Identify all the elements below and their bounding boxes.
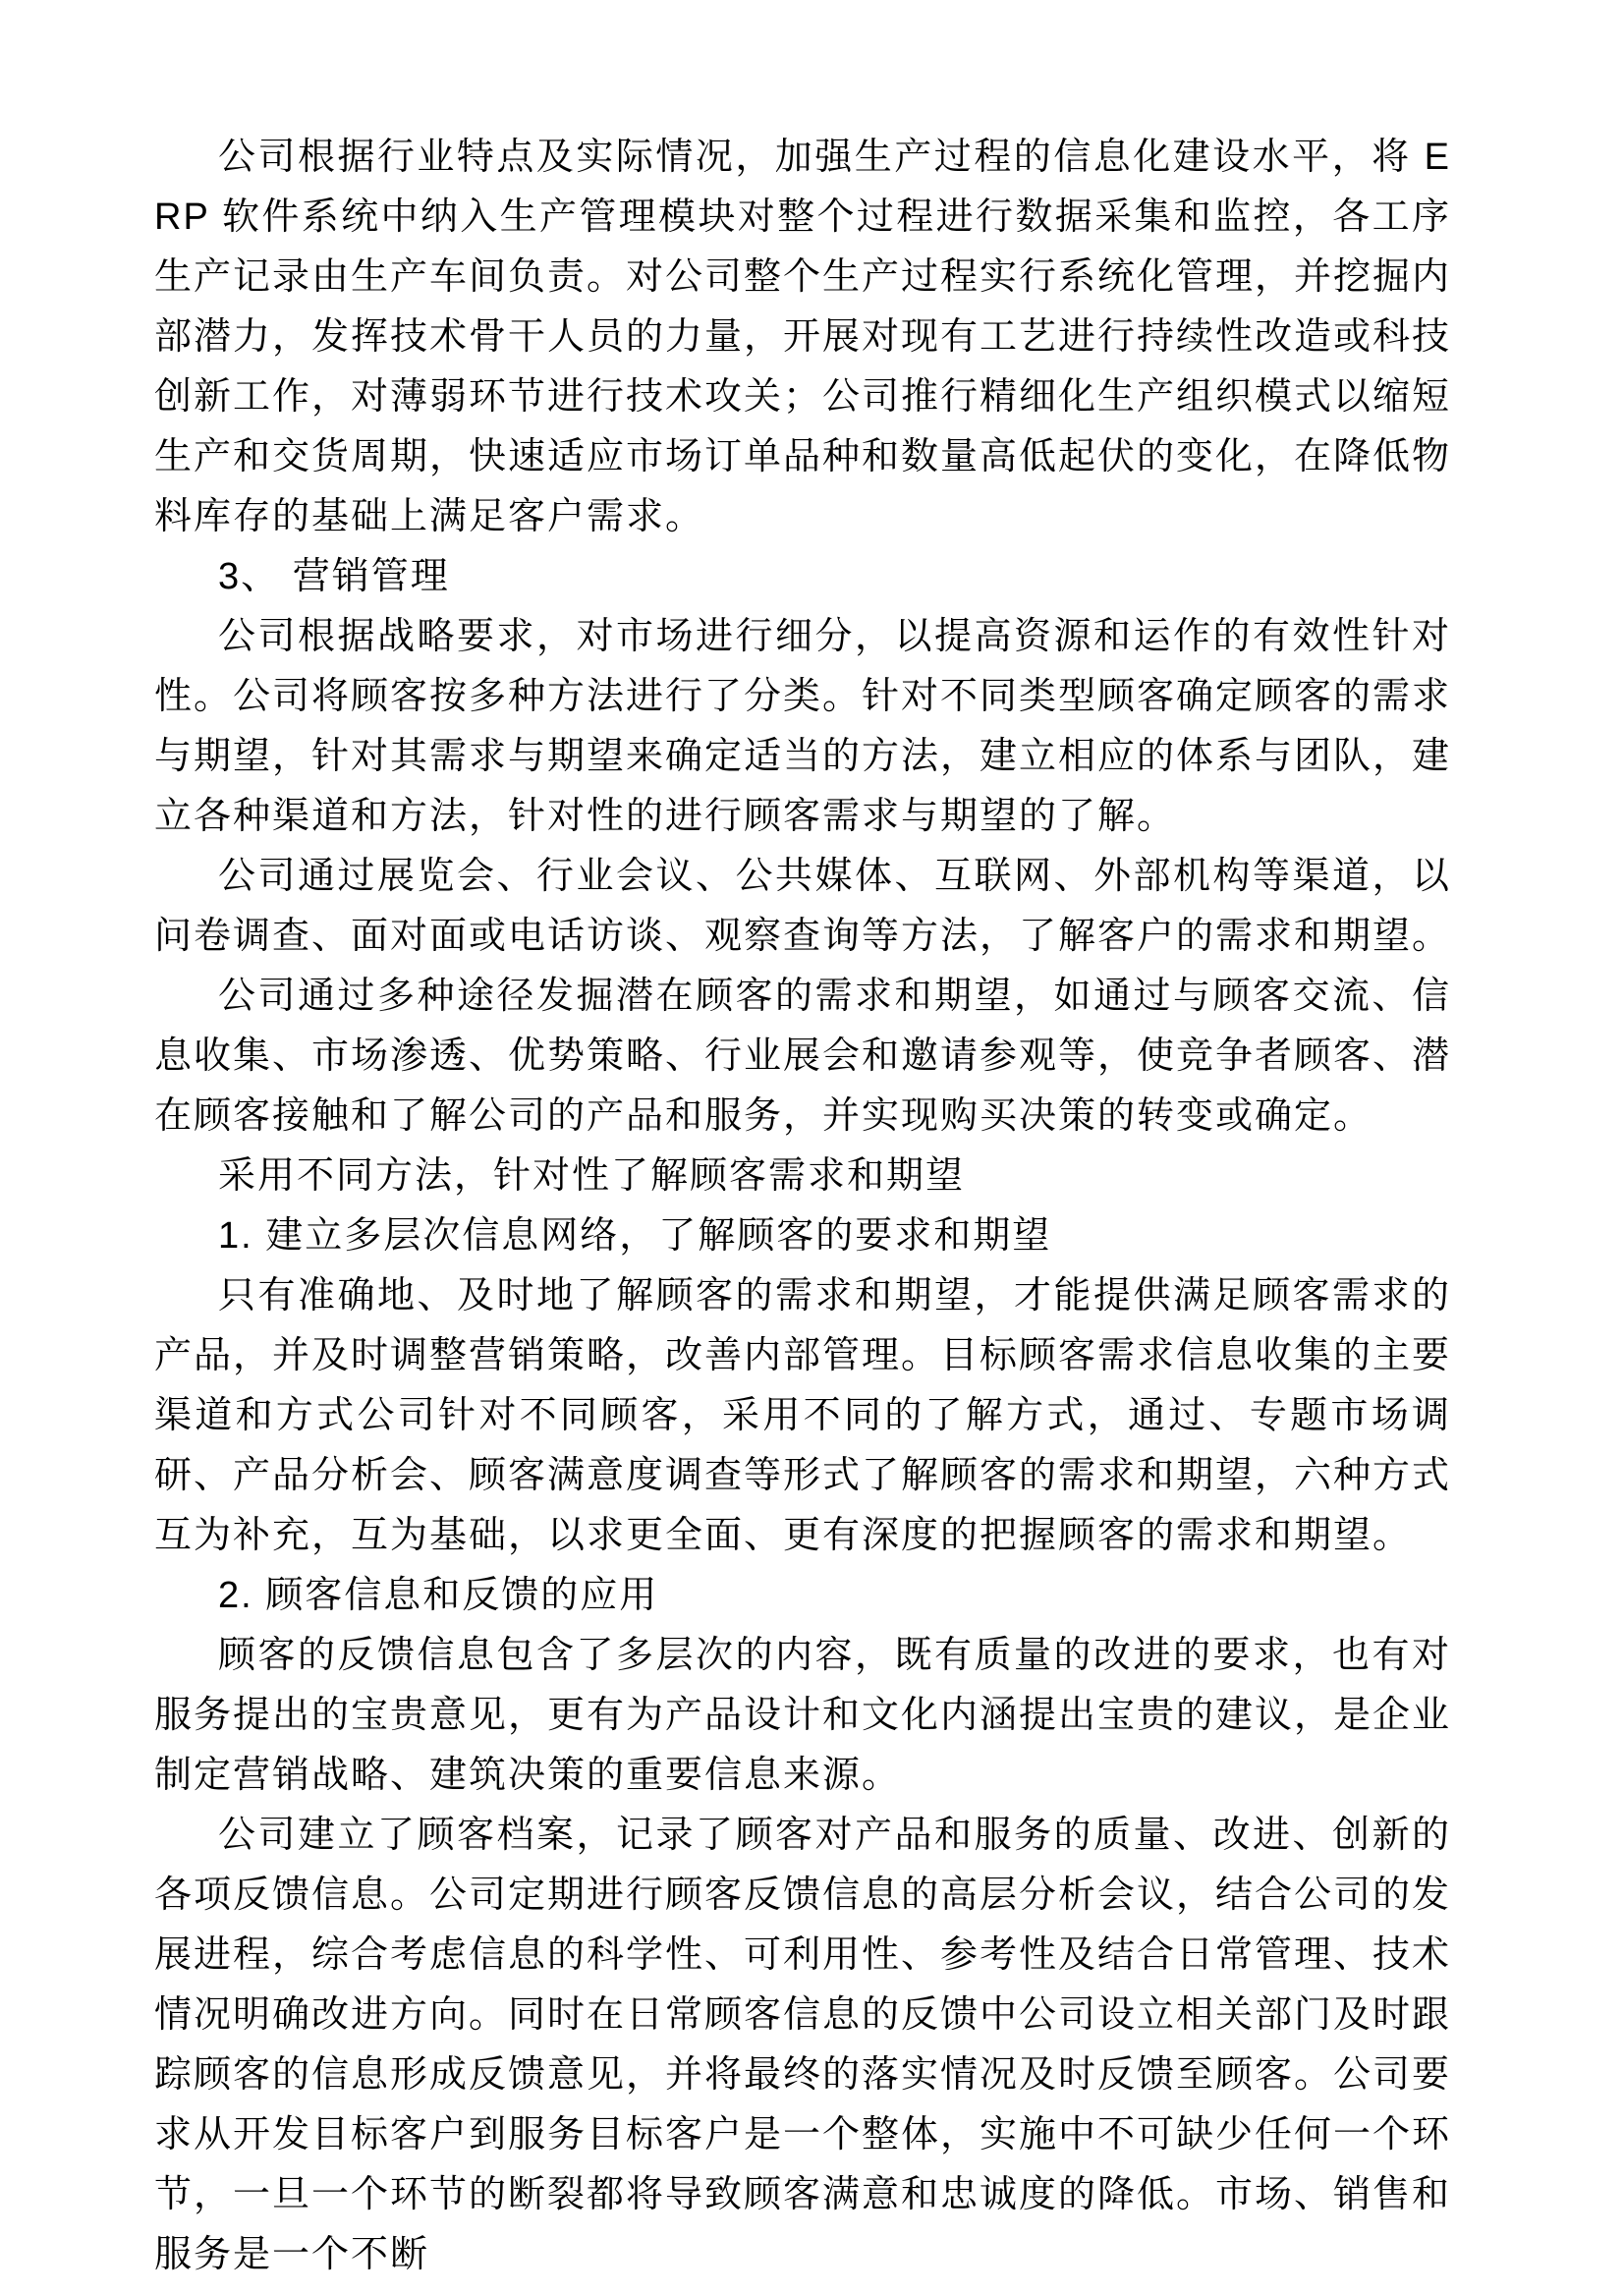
paragraph: 2. 顾客信息和反馈的应用	[218, 1575, 659, 1616]
document-body	[154, 128, 1451, 2285]
paragraph: 只有准确地、及时地了解顾客的需求和期望，才能提供满足顾客需求的产品，并及时调整营销策略，改善内部管理。目标顾客需求信息收集的主要渠道和方式公司针对不同顾客，采用不同的了解方式，通过、专题市场调研、产品分析会、顾客满意度调查等形式了解顾客的需求和期望，六种方式互为补充，互为基础，以求更全面、更有深度的把握顾客的需求和期望。	[154, 1275, 1452, 1556]
paragraph: 顾客的反馈信息包含了多层次的内容，既有质量的改进的要求，也有对服务提出的宝贵意见，更有为产品设计和文化内涵提出宝贵的建议，是企业制定营销战略、建筑决策的重要信息来源。	[154, 1635, 1452, 1796]
paragraph: 3、 营销管理	[218, 556, 450, 597]
paragraph: 1. 建立多层次信息网络，了解顾客的要求和期望	[218, 1215, 1052, 1257]
paragraph: 采用不同方法，针对性了解顾客需求和期望	[218, 1155, 966, 1197]
paragraph: 公司建立了顾客档案，记录了顾客对产品和服务的质量、改进、创新的各项反馈信息。公司定期进行顾客反馈信息的高层分析会议，结合公司的发展进程，综合考虑信息的科学性、可利用性、参考性及结合日常管理、技术情况明确改进方向。同时在日常顾客信息的反馈中公司设立相关部门及时跟踪顾客的信息形成反馈意见，并将最终的落实情况及时反馈至顾客。公司要求从开发目标客户到服务目标客户是一个整体，实施中不可缺少任何一个环节，一旦一个环节的断裂都将导致顾客满意和忠诚度的降低。市场、销售和服务是一个不断	[154, 1815, 1452, 2275]
paragraph: 公司根据行业特点及实际情况，加强生产过程的信息化建设水平，将 ERP 软件系统中纳入生产管理模块对整个过程进行数据采集和监控，各工序生产记录由生产车间负责。对公司整个生产过程实行系统化管理，并挖掘内部潜力，发挥技术骨干人员的力量，开展对现有工艺进行持续性改造或科技创新工作，对薄弱环节进行技术攻关；公司推行精细化生产组织模式以缩短生产和交货周期，快速适应市场订单品种和数量高低起伏的变化，在降低物料库存的基础上满足客户需求。	[154, 137, 1452, 537]
paragraph: 公司通过展览会、行业会议、公共媒体、互联网、外部机构等渠道，以问卷调查、面对面或电话访谈、观察查询等方法，了解客户的需求和期望。	[154, 856, 1452, 957]
paragraph: 公司通过多种途径发掘潜在顾客的需求和期望，如通过与顾客交流、信息收集、市场渗透、优势策略、行业展会和邀请参观等，使竞争者顾客、潜在顾客接触和了解公司的产品和服务，并实现购买决策的转变或确定。	[154, 976, 1452, 1137]
paragraph: 公司根据战略要求，对市场进行细分，以提高资源和运作的有效性针对性。公司将顾客按多种方法进行了分类。针对不同类型顾客确定顾客的需求与期望，针对其需求与期望来确定适当的方法，建立相应的体系与团队，建立各种渠道和方法，针对性的进行顾客需求与期望的了解。	[154, 616, 1452, 837]
